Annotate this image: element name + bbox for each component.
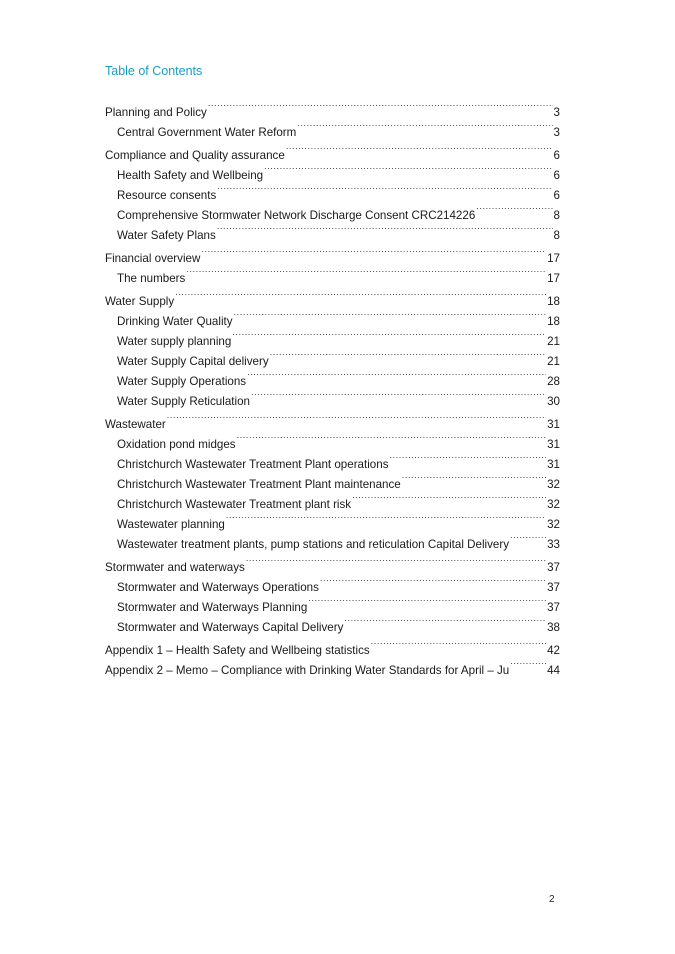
toc-dot-leader: [232, 325, 546, 345]
toc-dot-leader: [246, 551, 546, 571]
toc-entry-label: Appendix 2 – Memo – Compliance with Drinking Water Standards for April – Ju: [105, 664, 510, 677]
toc-page-number: 32: [547, 478, 560, 491]
toc-dot-leader: [237, 428, 547, 448]
toc-title: Table of Contents: [105, 64, 203, 78]
toc-entry-label: Comprehensive Stormwater Network Discharge Consent CRC214226: [117, 209, 476, 222]
toc-subentry[interactable]: [105, 428, 560, 451]
toc-entry-label: Stormwater and Waterways Planning: [117, 601, 308, 614]
toc-dot-leader: [208, 96, 553, 116]
toc-dot-leader: [390, 448, 547, 468]
toc-entry-label: Oxidation pond midges: [117, 438, 236, 451]
toc-dot-leader: [510, 528, 546, 548]
toc-entry-label: Water Supply Reticulation: [117, 395, 250, 408]
toc-entry-label: Wastewater: [105, 418, 166, 431]
toc-page-number: 6: [553, 189, 560, 202]
toc-dot-leader: [344, 611, 546, 631]
toc-dot-leader: [234, 305, 547, 325]
toc-entry-label: Drinking Water Quality: [117, 315, 233, 328]
toc-dot-leader: [186, 262, 546, 282]
toc-dot-leader: [297, 116, 552, 136]
toc-page-number: 31: [547, 458, 560, 471]
toc-page-number: 32: [547, 498, 560, 511]
toc-entry-label: The numbers: [117, 272, 186, 285]
toc-dot-leader: [226, 508, 546, 528]
toc-page-number: 17: [547, 252, 560, 265]
toc-dot-leader: [217, 219, 553, 239]
toc-page-number: 37: [547, 601, 560, 614]
toc-dot-leader: [201, 242, 546, 262]
toc-page-number: 30: [547, 395, 560, 408]
toc-page-number: 21: [547, 335, 560, 348]
toc-page-number: 3: [553, 126, 560, 139]
toc-entry-label: Stormwater and Waterways Operations: [117, 581, 319, 594]
table-of-contents: [105, 96, 560, 677]
toc-entry-label: Water Supply: [105, 295, 175, 308]
toc-dot-leader: [320, 571, 546, 591]
toc-dot-leader: [217, 179, 552, 199]
toc-dot-leader: [175, 285, 546, 305]
toc-page-number: 6: [553, 169, 560, 182]
toc-page-number: 32: [547, 518, 560, 531]
toc-page-number: 8: [553, 229, 560, 242]
toc-page-number: 42: [547, 644, 560, 657]
toc-entry-label: Water Supply Operations: [117, 375, 247, 388]
toc-page-number: 38: [547, 621, 560, 634]
toc-entry-label: Wastewater planning: [117, 518, 225, 531]
toc-page-number: 17: [547, 272, 560, 285]
toc-entry-label: Christchurch Wastewater Treatment Plant operations: [117, 458, 389, 471]
toc-entry-label: Compliance and Quality assurance: [105, 149, 285, 162]
toc-entry-label: Stormwater and Waterways Capital Delivery: [117, 621, 344, 634]
toc-dot-leader: [286, 139, 553, 159]
toc-entry-label: Resource consents: [117, 189, 217, 202]
toc-entry-label: Financial overview: [105, 252, 201, 265]
toc-entry[interactable]: [105, 96, 560, 119]
toc-page-number: 44: [547, 664, 560, 677]
toc-dot-leader: [308, 591, 546, 611]
toc-page-number: 6: [553, 149, 560, 162]
toc-page-number: 18: [547, 295, 560, 308]
page-number: 2: [549, 894, 555, 905]
toc-page-number: 18: [547, 315, 560, 328]
toc-page-number: 37: [547, 561, 560, 574]
toc-page-number: 33: [547, 538, 560, 551]
toc-page-number: 21: [547, 355, 560, 368]
toc-entry-label: Water supply planning: [117, 335, 232, 348]
toc-entry-label: Appendix 1 – Health Safety and Wellbeing statistics: [105, 644, 370, 657]
toc-entry-label: Water Safety Plans: [117, 229, 216, 242]
toc-dot-leader: [402, 468, 546, 488]
toc-page-number: 28: [547, 375, 560, 388]
toc-dot-leader: [167, 408, 546, 428]
toc-entry-label: Central Government Water Reform: [117, 126, 297, 139]
toc-entry-label: Health Safety and Wellbeing: [117, 169, 264, 182]
toc-dot-leader: [371, 634, 546, 654]
toc-entry[interactable]: [105, 408, 560, 431]
toc-entry-label: Planning and Policy: [105, 106, 207, 119]
toc-dot-leader: [352, 488, 546, 508]
toc-entry-label: Wastewater treatment plants, pump stations and reticulation Capital Delivery: [117, 538, 510, 551]
toc-dot-leader: [510, 654, 546, 674]
toc-dot-leader: [247, 365, 546, 385]
toc-entry-label: Water Supply Capital delivery: [117, 355, 269, 368]
toc-dot-leader: [476, 199, 552, 219]
toc-dot-leader: [264, 159, 552, 179]
toc-page-number: 8: [553, 209, 560, 222]
toc-page-number: 3: [553, 106, 560, 119]
toc-page-number: 31: [547, 418, 560, 431]
toc-page-number: 37: [547, 581, 560, 594]
toc-dot-leader: [251, 385, 546, 405]
toc-dot-leader: [270, 345, 546, 365]
toc-page-number: 31: [547, 438, 560, 451]
toc-entry-label: Christchurch Wastewater Treatment Plant maintenance: [117, 478, 401, 491]
toc-entry-label: Stormwater and waterways: [105, 561, 245, 574]
toc-entry-label: Christchurch Wastewater Treatment plant risk: [117, 498, 352, 511]
